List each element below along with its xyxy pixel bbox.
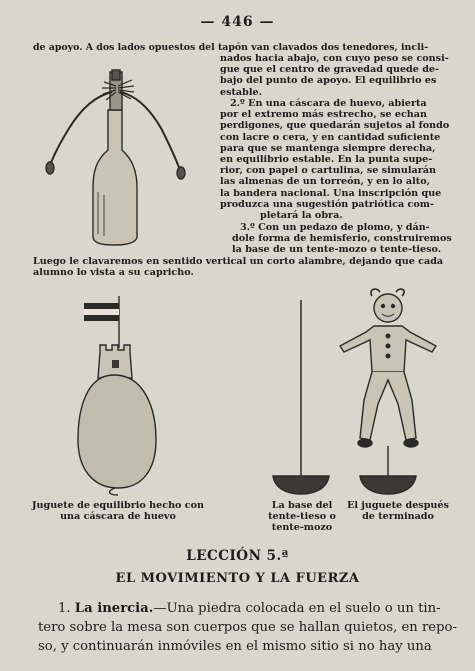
text-line: en equilibrio estable. En la punta supe- <box>220 154 433 166</box>
text-line: las almenas de un torreón, y en lo alto, <box>220 176 430 188</box>
tentemozo-base-illustration <box>273 300 329 494</box>
text-line: —Una piedra colocada en el suelo o un tin- <box>153 601 441 616</box>
caption-line: tente-mozo <box>271 522 333 533</box>
caption-tentemozo-base <box>262 500 342 533</box>
text-line: para que se mantenga siempre derecha, <box>220 142 436 154</box>
caption-line: La base del <box>271 500 333 511</box>
text-line: so, y continuarán inmóviles en el mismo sitio si no hay una <box>38 639 432 654</box>
text-line: la base de un tente-mozo o tente-tieso. <box>232 244 442 256</box>
text-line: perdigones, que quedarán sujetos al fondo <box>220 120 450 132</box>
dressed-doll-illustration <box>340 289 436 494</box>
right-column-para-2 <box>220 98 449 221</box>
egg-toy-illustration <box>78 296 156 495</box>
text-line: dole forma de hemisferio, construiremos <box>232 233 452 245</box>
text-line: alumno lo vista a su capricho. <box>33 267 194 279</box>
text-line: estable. <box>220 86 262 98</box>
caption-line: una cáscara de huevo <box>60 511 176 522</box>
intro-line: de apoyo. A dos lados opuestos del tapón van clavados dos tenedores, incli- <box>33 42 429 53</box>
full-width-text <box>33 256 443 278</box>
caption-egg-toy <box>28 500 208 522</box>
paragraph-heading: La inercia. <box>74 601 154 616</box>
chapter-title: EL MOVIMIENTO Y LA FUERZA <box>115 571 360 586</box>
page-number: — 446 — <box>200 14 275 30</box>
caption-line: tente-tieso o <box>268 511 336 522</box>
text-line: rior, con papel o cartulina, se simularán <box>220 165 436 177</box>
text-line: 3.º Con un pedazo de plomo, y dán- <box>240 222 430 233</box>
paragraph-line-1 <box>38 599 457 618</box>
caption-line: El juguete después <box>347 500 449 511</box>
right-column-para-1 <box>220 53 449 98</box>
text-line: pletará la obra. <box>260 210 343 222</box>
paragraph-inertia <box>38 599 457 656</box>
right-column-para-3 <box>232 222 452 256</box>
text-line: tero sobre la mesa son cuerpos que se hallan quietos, en repo- <box>38 620 457 635</box>
paragraph-number: 1. <box>58 601 71 616</box>
text-line: Luego le clavaremos en sentido vertical un corto alambre, dejando que cada <box>33 256 444 267</box>
text-line: produzca una sugestión patriótica com- <box>220 198 434 210</box>
text-line: nados hacia abajo, con cuyo peso se consi- <box>220 53 449 64</box>
text-line: 2.º En una cáscara de huevo, abierta <box>230 98 427 109</box>
text-line: por el extremo más estrecho, se echan <box>220 109 427 121</box>
caption-line: Juguete de equilibrio hecho con <box>31 500 205 511</box>
text-line: la bandera nacional. Una inscripción que <box>220 187 442 199</box>
text-line: gue que el centro de gravedad quede de- <box>220 64 440 76</box>
text-line: bajo del punto de apoyo. El equilibrio es <box>220 75 437 87</box>
text-line: con lacre o cera, y en cantidad suficiente <box>220 131 441 143</box>
caption-dressed-doll <box>338 500 458 522</box>
lesson-title: LECCIÓN 5.ª <box>186 548 289 564</box>
caption-line: de terminado <box>362 511 434 522</box>
